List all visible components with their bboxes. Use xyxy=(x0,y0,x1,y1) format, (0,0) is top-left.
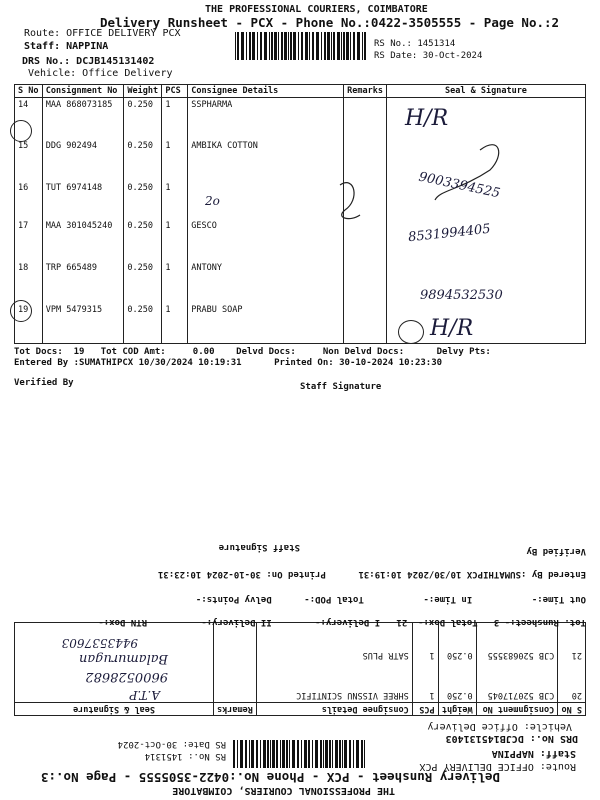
barcode-bar xyxy=(301,32,303,60)
row-consignee: SHREE VISSNU SCINTIFIC xyxy=(256,663,412,703)
barcode-bar xyxy=(298,32,299,60)
vehicle-label: Vehicle: Office Delivery xyxy=(28,68,173,79)
handwritten-phone: 8531994405 xyxy=(407,221,492,246)
row-consignment: TUT 6974148 xyxy=(42,181,124,219)
barcode-bar xyxy=(353,32,355,60)
header-signature: Seal & Signature xyxy=(15,703,214,716)
row-pcs: 1 xyxy=(162,139,188,181)
verified-by: Verified By xyxy=(14,378,74,388)
verified-by: Verified By xyxy=(526,546,586,556)
barcode-bar xyxy=(286,740,288,768)
barcode-bar xyxy=(293,32,296,60)
row-weight: 0.250 xyxy=(438,623,476,663)
barcode-bar xyxy=(357,32,360,60)
barcode xyxy=(232,740,365,768)
row-pcs: 1 xyxy=(162,261,188,303)
barcode-bar xyxy=(361,740,363,768)
row-weight: 0.250 xyxy=(124,261,162,303)
barcode-bar xyxy=(264,32,267,60)
handwritten-phone: 9003394525 xyxy=(417,169,502,202)
runsheet-title: Delivery Runsheet - PCX - Phone No.:0422-3505555 - Page No.:3 xyxy=(40,770,500,785)
drs-number: DRS No.: DCJB145131403 xyxy=(445,733,578,744)
row-weight: 0.250 xyxy=(124,98,162,139)
barcode-bar xyxy=(241,32,244,60)
barcode-bar xyxy=(292,740,295,768)
table-header-row xyxy=(15,703,586,716)
barcode-bar xyxy=(249,32,251,60)
header-pcs: PCS xyxy=(162,85,188,98)
row-consignee: AMBIKA COTTON xyxy=(188,139,344,181)
barcode-bar xyxy=(315,740,318,768)
barcode-bar xyxy=(263,740,266,768)
barcode-bar xyxy=(305,32,308,60)
row-consignment: DDG 902494 xyxy=(42,139,124,181)
barcode-bar xyxy=(281,32,283,60)
barcode-bar xyxy=(289,740,290,768)
row-pcs: 1 xyxy=(412,663,438,703)
barcode-bar xyxy=(353,740,354,768)
barcode-bar xyxy=(290,32,292,60)
barcode-bar xyxy=(312,740,313,768)
barcode-bar xyxy=(356,740,359,768)
header-sno: S No xyxy=(558,703,586,716)
barcode-bar xyxy=(233,740,235,768)
staff-label: Staff: NAPPINA xyxy=(24,41,109,52)
barcode-bar xyxy=(327,32,330,60)
barcode-bar xyxy=(301,740,302,768)
row-weight: 0.250 xyxy=(124,303,162,344)
barcode-bar xyxy=(235,32,236,60)
barcode-bar xyxy=(309,32,310,60)
row-pcs: 1 xyxy=(162,181,188,219)
table-row xyxy=(15,303,586,344)
barcode-bar xyxy=(240,740,243,768)
barcode-bar xyxy=(237,740,238,768)
handwritten-phone: 9600528682 xyxy=(85,669,168,684)
barcode-bar xyxy=(316,32,319,60)
barcode-bar xyxy=(270,740,271,768)
entered-by-line: Entered By :SUMATHIPCX 10/30/2024 10:19:31 Printed On: 30-10-2024 10:23:31 xyxy=(157,569,586,579)
row-consignee: SATR PLUS xyxy=(256,623,412,663)
row-consignee: GESCO xyxy=(188,219,344,261)
barcode-bar xyxy=(331,32,332,60)
barcode-bar xyxy=(278,32,279,60)
header-consignment: Consignment No xyxy=(42,85,124,98)
barcode-bar xyxy=(245,740,247,768)
barcode-bar xyxy=(246,32,247,60)
barcode-bar xyxy=(337,32,340,60)
header-consignment: Consignment No xyxy=(476,703,558,716)
circle-mark xyxy=(10,300,32,322)
row-weight: 0.250 xyxy=(124,139,162,181)
header-sno: S No xyxy=(15,85,43,98)
table-header-row xyxy=(15,85,586,98)
drs-number: DRS No.: DCJB145131402 xyxy=(22,56,155,67)
barcode-bar xyxy=(343,32,345,60)
row-consignment: CJB 520683555 xyxy=(476,623,558,663)
barcode-bar xyxy=(256,740,258,768)
barcode-bar xyxy=(364,740,365,768)
row-pcs: 1 xyxy=(162,219,188,261)
route-label: Route: OFFICE DELIVERY PCX xyxy=(24,28,181,39)
row-pcs: 1 xyxy=(162,303,188,344)
header-pcs: PCS xyxy=(412,703,438,716)
barcode-bar xyxy=(237,32,239,60)
staff-label: Staff: NAPPINA xyxy=(491,748,576,759)
row-consignee: ANTONY xyxy=(188,261,344,303)
row-weight: 0.250 xyxy=(124,181,162,219)
row-consignment: TRP 665489 xyxy=(42,261,124,303)
row-pcs: 1 xyxy=(412,623,438,663)
barcode xyxy=(235,32,368,60)
staff-signature: Staff Signature xyxy=(300,382,382,392)
row-sno: 17 xyxy=(15,219,43,261)
barcode-bar xyxy=(341,32,342,60)
barcode-bar xyxy=(323,740,324,768)
handwritten-signature: H/R xyxy=(430,316,474,341)
barcode-bar xyxy=(260,32,262,60)
handwritten-phone: 9894532530 xyxy=(420,288,503,303)
handwritten-name: Balamurugan xyxy=(79,651,168,666)
barcode-bar xyxy=(297,740,299,768)
handwritten-signature: H/R xyxy=(405,106,449,131)
barcode-bar xyxy=(252,32,255,60)
barcode-bar xyxy=(364,32,366,60)
row-consignee: PRABU SOAP xyxy=(188,303,344,344)
handwritten-note: A.T.P xyxy=(129,688,160,702)
barcode-bar xyxy=(332,740,333,768)
header-signature: Seal & Signature xyxy=(386,85,585,98)
barcode-bar xyxy=(276,740,278,768)
totals-line-2: Out Time:- In Time:- Total POD:- Delvy Points:- xyxy=(195,594,586,604)
row-pcs: 1 xyxy=(162,98,188,139)
barcode-bar xyxy=(271,32,273,60)
barcode-bar xyxy=(349,740,351,768)
barcode-bar xyxy=(312,32,314,60)
row-weight: 0.250 xyxy=(124,219,162,261)
rs-number: RS No.: 1451314 xyxy=(374,39,456,49)
header-weight: Weight xyxy=(124,85,162,98)
row-consignment: VPM 5479315 xyxy=(42,303,124,344)
barcode-bar xyxy=(308,740,310,768)
row-sno: 19 xyxy=(15,303,43,344)
barcode-bar xyxy=(288,32,289,60)
barcode-bar xyxy=(257,32,258,60)
barcode-bar xyxy=(344,740,347,768)
header-consignee: Consignee Details xyxy=(188,85,344,98)
barcode-bar xyxy=(333,32,335,60)
barcode-bar xyxy=(272,740,275,768)
row-consignment: MAA 301045240 xyxy=(42,219,124,261)
row-sno: 16 xyxy=(15,181,43,219)
rs-number: RS No.: 1451314 xyxy=(144,751,226,761)
handwritten-note: 2o xyxy=(205,194,220,208)
barcode-bar xyxy=(346,32,349,60)
runsheet-page-3 xyxy=(0,400,600,800)
header-remarks: Remarks xyxy=(214,703,257,716)
barcode-bar xyxy=(335,740,338,768)
barcode-bar xyxy=(362,32,363,60)
entered-by-line: Entered By :SUMATHIPCX 10/30/2024 10:19:31 Printed On: 30-10-2024 10:23:30 xyxy=(14,358,443,368)
handwritten-phone: 9443537603 xyxy=(61,636,138,650)
barcode-bar xyxy=(267,740,269,768)
barcode-bar xyxy=(249,740,250,768)
row-sno: 14 xyxy=(15,98,43,139)
barcode-bar xyxy=(284,32,287,60)
barcode-bar xyxy=(339,740,341,768)
row-weight: 0.250 xyxy=(438,663,476,703)
company-name: THE PROFESSIONAL COURIERS, COIMBATORE xyxy=(205,4,428,15)
barcode-bar xyxy=(282,740,285,768)
row-sno: 20 xyxy=(558,663,586,703)
route-label: Route: OFFICE DELIVERY PCX xyxy=(419,761,576,772)
circle-mark xyxy=(10,120,32,142)
totals-line: Tot. Runsheet:- 3 Total Dox:- 21 I Delivery:- II Delivery:- RTN Dox:- xyxy=(98,617,586,627)
row-sno: 21 xyxy=(558,623,586,663)
header-weight: Weight xyxy=(438,703,476,716)
barcode-bar xyxy=(269,32,270,60)
row-consignment: MAA 868073185 xyxy=(42,98,124,139)
row-consignee: SSPHARMA xyxy=(188,98,344,139)
barcode-bar xyxy=(274,32,277,60)
barcode-bar xyxy=(350,32,351,60)
circle-mark xyxy=(398,320,424,344)
barcode-bar xyxy=(342,740,343,768)
barcode-bar xyxy=(325,740,328,768)
row-sno: 15 xyxy=(15,139,43,181)
barcode-bar xyxy=(329,740,331,768)
totals-line: Tot Docs: 19 Tot COD Amt: 0.00 Delvd Docs: Non Delvd Docs: Delvy Pts: xyxy=(14,347,491,357)
barcode-bar xyxy=(324,32,326,60)
header-consignee: Consignee Details xyxy=(256,703,412,716)
company-name: THE PROFESSIONAL COURIERS, COIMBATORE xyxy=(172,785,395,796)
runsheet-title: Delivery Runsheet - PCX - Phone No.:0422-3505555 - Page No.:2 xyxy=(100,15,560,30)
barcode-bar xyxy=(321,32,322,60)
row-consignment: CJB 520717045 xyxy=(476,663,558,703)
rs-date: RS Date: 30-Oct-2024 xyxy=(117,739,226,749)
header-remarks: Remarks xyxy=(344,85,387,98)
staff-signature: Staff Signature xyxy=(218,542,300,552)
barcode-bar xyxy=(304,740,307,768)
barcode-bar xyxy=(260,740,261,768)
barcode-bar xyxy=(280,740,281,768)
rs-date: RS Date: 30-Oct-2024 xyxy=(374,51,483,61)
row-sno: 18 xyxy=(15,261,43,303)
barcode-bar xyxy=(251,740,254,768)
vehicle-label: Vehicle: Office Delivery xyxy=(427,721,572,732)
barcode-bar xyxy=(320,740,322,768)
